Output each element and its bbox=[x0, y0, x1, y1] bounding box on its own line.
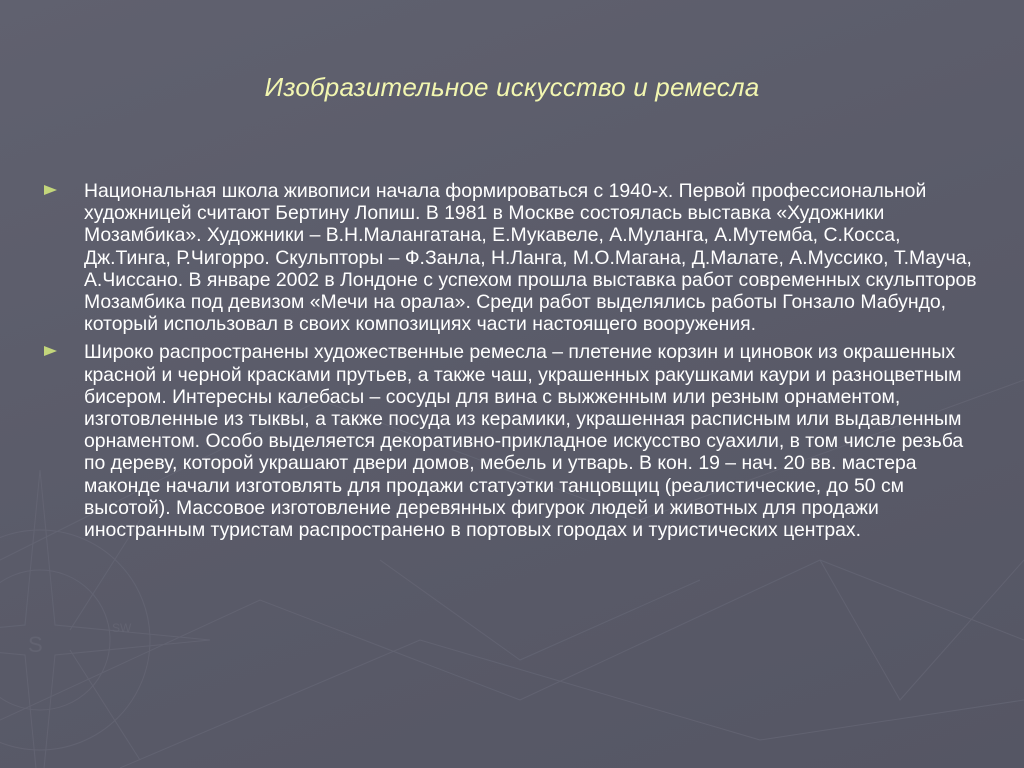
bullet-item-crafts bbox=[44, 341, 984, 541]
bullet-text: Национальная школа живописи начала формироваться с 1940-х. Первой профессиональной художницей считают Бертину Лопиш. В 1981 в Москве состоялась выставка «Художники Мозамбика». Художники – В.Н.Малангатана, Е.Мукавеле, А.Муланга, А.Мутемба, С.Косса, Дж.Тинга, Р.Чигорро. Скульпторы – Ф.Занла, Н.Ланга, М.О.Магана, Д.Малате, А.Муссико, Т.Мауча, А.Чиссано. В январе 2002 в Лондоне с успехом прошла выставка работ современных скульпторов Мозамбика под девизом «Мечи на орала». Среди работ выделялись работы Гонзало Мабундо, который использовал в своих композициях части настоящего вооружения. bbox=[84, 180, 977, 336]
compass-letter-sw: SW bbox=[112, 621, 132, 635]
compass-letter-s: S bbox=[28, 632, 43, 657]
bullet-item-painting bbox=[44, 180, 984, 335]
bullet-arrow-icon bbox=[44, 185, 57, 195]
slide-title: Изобразительное искусство и ремесла bbox=[264, 72, 760, 102]
bullet-text: Широко распространены художественные ремесла – плетение корзин и циновок из окрашенных красной и черной красками прутьев, а также чаш, украшенных ракушками каури и разноцветным бисером. Интересны калебасы – сосуды для вина с выжженным или резным орнаментом, изготовленные из тыквы, а также посуда из керамики, украшенная расписным или выдавленным орнаментом. Особо выделяется декоративно-прикладное искусство суахили, в том числе резьба по дереву, которой украшают двери домов, мебель и утварь. В кон. 19 – нач. 20 вв. мастера маконде начали изготовлять для продажи статуэтки танцовщиц (реалистические, до 50 см высотой). Массовое изготовление деревянных фигурок людей и животных для продажи иностранным туристам распространено в портовых городах и туристических центрах. bbox=[84, 341, 964, 542]
bullet-list bbox=[44, 180, 984, 547]
bullet-arrow-icon bbox=[44, 346, 57, 356]
